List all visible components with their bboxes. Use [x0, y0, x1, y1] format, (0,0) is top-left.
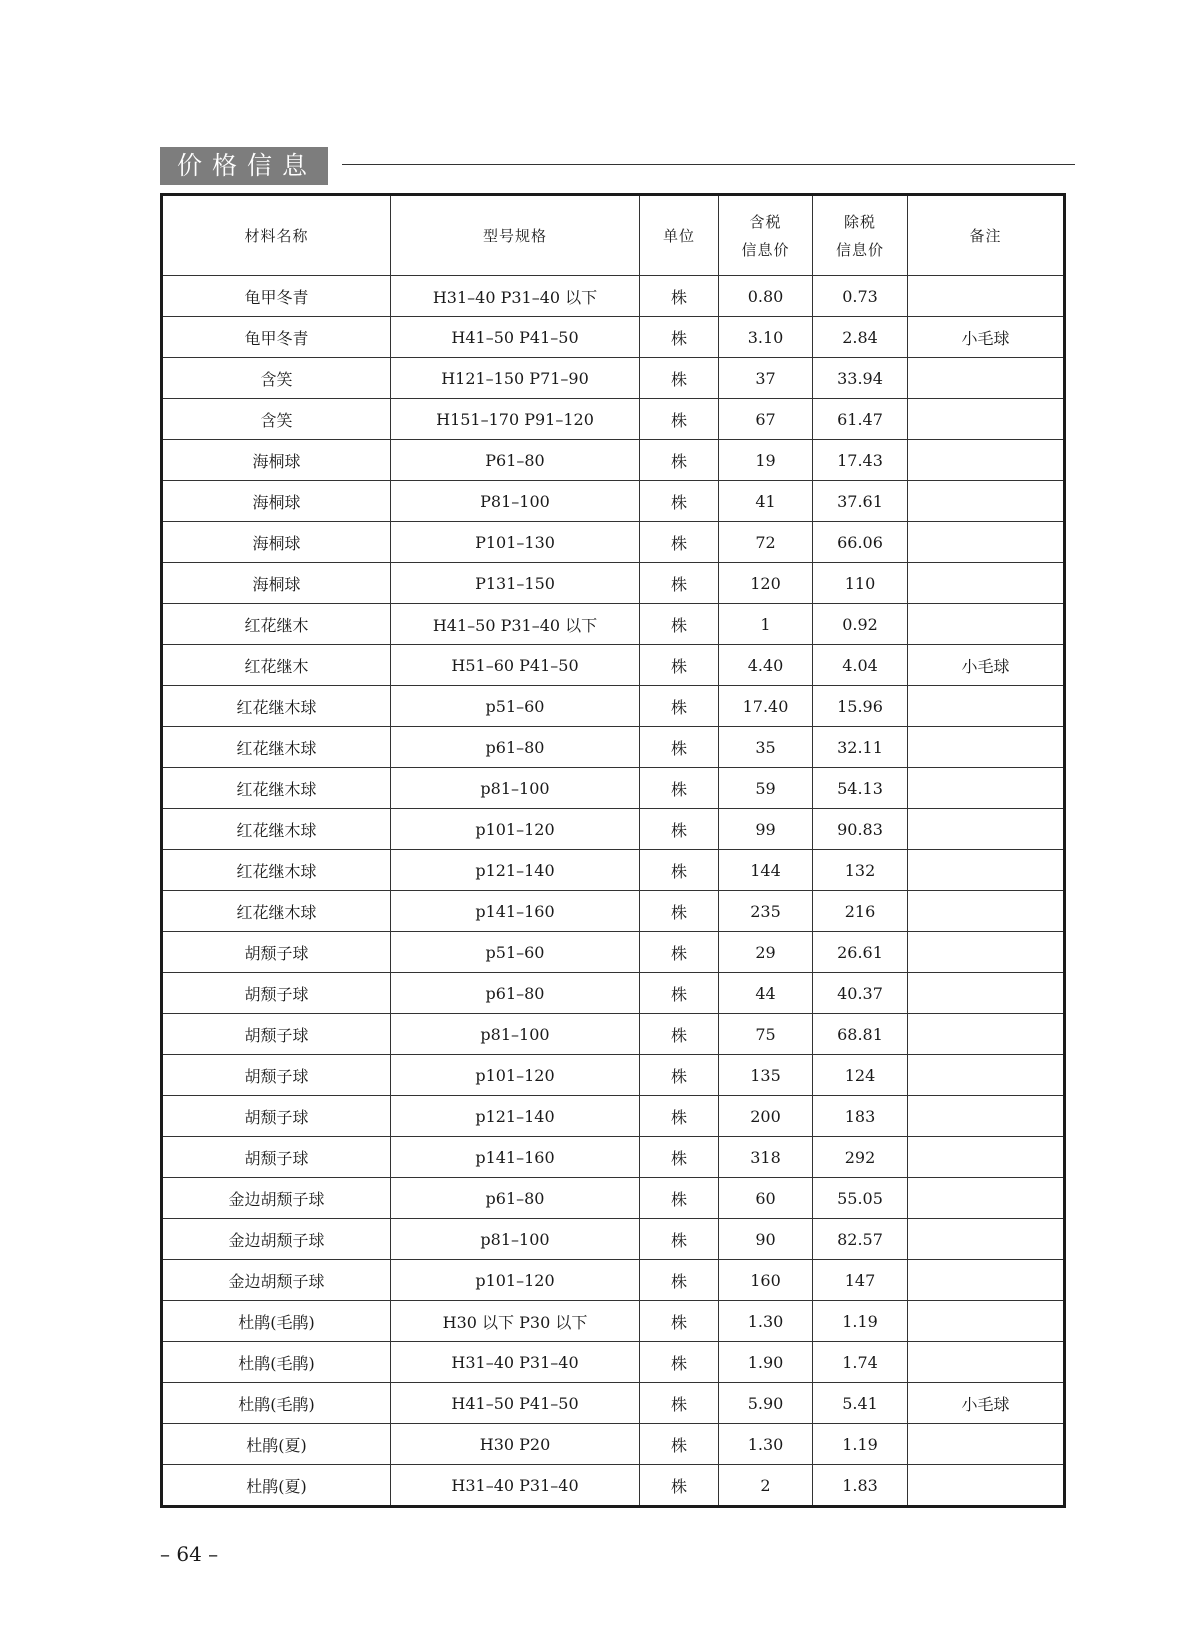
cell-spec: p101–120 [391, 809, 640, 850]
cell-tax-excluded-price: 90.83 [813, 809, 908, 850]
cell-spec: p81–100 [391, 1219, 640, 1260]
cell-spec: p61–80 [391, 727, 640, 768]
cell-material-name: 海桐球 [162, 522, 391, 563]
cell-unit: 株 [640, 317, 719, 358]
cell-spec: H31–40 P31–40 [391, 1342, 640, 1383]
cell-tax-excluded-price: 40.37 [813, 973, 908, 1014]
cell-material-name: 金边胡颓子球 [162, 1219, 391, 1260]
cell-remark [908, 1260, 1065, 1301]
cell-material-name: 杜鹃(夏) [162, 1465, 391, 1507]
cell-tax-excluded-price: 4.04 [813, 645, 908, 686]
cell-spec: p81–100 [391, 1014, 640, 1055]
cell-unit: 株 [640, 440, 719, 481]
cell-tax-included-price: 3.10 [719, 317, 813, 358]
cell-tax-included-price: 235 [719, 891, 813, 932]
cell-tax-excluded-price: 2.84 [813, 317, 908, 358]
cell-material-name: 金边胡颓子球 [162, 1178, 391, 1219]
table-row [162, 686, 1065, 727]
table-row [162, 604, 1065, 645]
cell-tax-excluded-price: 0.73 [813, 276, 908, 317]
cell-remark [908, 686, 1065, 727]
cell-unit: 株 [640, 1055, 719, 1096]
cell-remark [908, 1219, 1065, 1260]
cell-remark [908, 1465, 1065, 1507]
header-tax-excluded-price [813, 195, 908, 276]
cell-tax-excluded-price: 132 [813, 850, 908, 891]
cell-spec: H151–170 P91–120 [391, 399, 640, 440]
cell-material-name: 红花继木球 [162, 809, 391, 850]
cell-tax-included-price: 4.40 [719, 645, 813, 686]
cell-tax-included-price: 1.90 [719, 1342, 813, 1383]
cell-remark [908, 1014, 1065, 1055]
header-tax-included-line1: 含税 [749, 212, 782, 231]
cell-remark [908, 276, 1065, 317]
cell-tax-included-price: 67 [719, 399, 813, 440]
cell-remark [908, 768, 1065, 809]
table-row [162, 276, 1065, 317]
cell-spec: P61–80 [391, 440, 640, 481]
cell-tax-included-price: 135 [719, 1055, 813, 1096]
cell-material-name: 龟甲冬青 [162, 276, 391, 317]
cell-unit: 株 [640, 358, 719, 399]
cell-remark: 小毛球 [908, 1383, 1065, 1424]
cell-remark [908, 399, 1065, 440]
cell-spec: p141–160 [391, 1137, 640, 1178]
cell-material-name: 红花继木球 [162, 686, 391, 727]
table-row [162, 481, 1065, 522]
cell-material-name: 杜鹃(毛鹃) [162, 1342, 391, 1383]
cell-tax-excluded-price: 1.83 [813, 1465, 908, 1507]
cell-tax-excluded-price: 5.41 [813, 1383, 908, 1424]
cell-spec: p81–100 [391, 768, 640, 809]
cell-remark [908, 481, 1065, 522]
cell-spec: p61–80 [391, 1178, 640, 1219]
header-tax-excluded-line1: 除税 [843, 212, 876, 231]
cell-tax-included-price: 1.30 [719, 1301, 813, 1342]
cell-tax-included-price: 2 [719, 1465, 813, 1507]
cell-tax-included-price: 37 [719, 358, 813, 399]
cell-tax-included-price: 41 [719, 481, 813, 522]
cell-tax-included-price: 1 [719, 604, 813, 645]
cell-unit: 株 [640, 891, 719, 932]
cell-remark [908, 1137, 1065, 1178]
cell-tax-included-price: 160 [719, 1260, 813, 1301]
section-divider [342, 164, 1075, 165]
cell-tax-included-price: 17.40 [719, 686, 813, 727]
table-row [162, 1219, 1065, 1260]
cell-material-name: 含笑 [162, 358, 391, 399]
cell-material-name: 胡颓子球 [162, 973, 391, 1014]
cell-spec: p101–120 [391, 1055, 640, 1096]
cell-unit: 株 [640, 481, 719, 522]
cell-unit: 株 [640, 1342, 719, 1383]
cell-unit: 株 [640, 1096, 719, 1137]
table-row [162, 1424, 1065, 1465]
table-row [162, 1178, 1065, 1219]
cell-spec: H121–150 P71–90 [391, 358, 640, 399]
cell-tax-excluded-price: 216 [813, 891, 908, 932]
cell-spec: H31–40 P31–40 以下 [391, 276, 640, 317]
cell-tax-excluded-price: 0.92 [813, 604, 908, 645]
cell-tax-included-price: 29 [719, 932, 813, 973]
cell-material-name: 胡颓子球 [162, 1014, 391, 1055]
cell-remark [908, 440, 1065, 481]
section-title: 价格信息 [160, 147, 328, 185]
cell-remark [908, 973, 1065, 1014]
table-row [162, 1260, 1065, 1301]
cell-material-name: 红花继木球 [162, 891, 391, 932]
cell-tax-excluded-price: 68.81 [813, 1014, 908, 1055]
table-row [162, 973, 1065, 1014]
cell-tax-excluded-price: 1.74 [813, 1342, 908, 1383]
cell-unit: 株 [640, 727, 719, 768]
cell-tax-excluded-price: 26.61 [813, 932, 908, 973]
table-row [162, 1096, 1065, 1137]
cell-material-name: 龟甲冬青 [162, 317, 391, 358]
table-row [162, 563, 1065, 604]
table-row [162, 440, 1065, 481]
cell-tax-included-price: 120 [719, 563, 813, 604]
cell-tax-excluded-price: 37.61 [813, 481, 908, 522]
cell-material-name: 红花继木 [162, 604, 391, 645]
cell-remark [908, 891, 1065, 932]
cell-material-name: 胡颓子球 [162, 1137, 391, 1178]
table-row [162, 645, 1065, 686]
cell-tax-excluded-price: 55.05 [813, 1178, 908, 1219]
table-row [162, 1342, 1065, 1383]
cell-remark [908, 358, 1065, 399]
cell-tax-excluded-price: 1.19 [813, 1424, 908, 1465]
cell-tax-excluded-price: 32.11 [813, 727, 908, 768]
cell-tax-included-price: 35 [719, 727, 813, 768]
table-row [162, 522, 1065, 563]
cell-tax-included-price: 44 [719, 973, 813, 1014]
table-row [162, 768, 1065, 809]
table-body [162, 276, 1065, 1507]
section-header [160, 147, 1075, 185]
table-row [162, 891, 1065, 932]
cell-remark [908, 1342, 1065, 1383]
cell-unit: 株 [640, 563, 719, 604]
table-row [162, 1383, 1065, 1424]
cell-material-name: 杜鹃(毛鹃) [162, 1383, 391, 1424]
cell-unit: 株 [640, 645, 719, 686]
cell-remark: 小毛球 [908, 645, 1065, 686]
cell-spec: p101–120 [391, 1260, 640, 1301]
cell-tax-excluded-price: 33.94 [813, 358, 908, 399]
cell-tax-excluded-price: 66.06 [813, 522, 908, 563]
cell-tax-excluded-price: 15.96 [813, 686, 908, 727]
cell-spec: H41–50 P31–40 以下 [391, 604, 640, 645]
cell-unit: 株 [640, 1301, 719, 1342]
header-remark: 备注 [908, 195, 1065, 276]
cell-tax-excluded-price: 124 [813, 1055, 908, 1096]
cell-spec: P101–130 [391, 522, 640, 563]
cell-tax-included-price: 5.90 [719, 1383, 813, 1424]
cell-tax-included-price: 75 [719, 1014, 813, 1055]
page-number: – 64 – [160, 1542, 219, 1566]
cell-spec: H30 以下 P30 以下 [391, 1301, 640, 1342]
cell-material-name: 红花继木球 [162, 768, 391, 809]
cell-material-name: 红花继木球 [162, 727, 391, 768]
cell-material-name: 金边胡颓子球 [162, 1260, 391, 1301]
cell-material-name: 含笑 [162, 399, 391, 440]
cell-remark [908, 809, 1065, 850]
table-row [162, 727, 1065, 768]
header-tax-included-price [719, 195, 813, 276]
cell-remark [908, 1055, 1065, 1096]
table-row [162, 1055, 1065, 1096]
header-tax-included-line2: 信息价 [741, 240, 790, 259]
cell-spec: P81–100 [391, 481, 640, 522]
cell-remark [908, 850, 1065, 891]
cell-unit: 株 [640, 1219, 719, 1260]
cell-spec: p61–80 [391, 973, 640, 1014]
cell-spec: H31–40 P31–40 [391, 1465, 640, 1507]
cell-unit: 株 [640, 973, 719, 1014]
cell-unit: 株 [640, 686, 719, 727]
cell-remark [908, 727, 1065, 768]
cell-tax-excluded-price: 54.13 [813, 768, 908, 809]
cell-tax-included-price: 60 [719, 1178, 813, 1219]
cell-remark: 小毛球 [908, 317, 1065, 358]
table-row [162, 809, 1065, 850]
table-row [162, 1301, 1065, 1342]
cell-tax-excluded-price: 17.43 [813, 440, 908, 481]
header-tax-excluded-line2: 信息价 [835, 240, 884, 259]
cell-spec: H30 P20 [391, 1424, 640, 1465]
cell-tax-included-price: 144 [719, 850, 813, 891]
cell-spec: H51–60 P41–50 [391, 645, 640, 686]
cell-remark [908, 604, 1065, 645]
cell-remark [908, 1096, 1065, 1137]
cell-tax-included-price: 59 [719, 768, 813, 809]
cell-tax-excluded-price: 110 [813, 563, 908, 604]
cell-remark [908, 522, 1065, 563]
cell-unit: 株 [640, 1260, 719, 1301]
price-table [160, 193, 1066, 1508]
cell-spec: p121–140 [391, 850, 640, 891]
cell-unit: 株 [640, 932, 719, 973]
table-header-row [162, 195, 1065, 276]
cell-unit: 株 [640, 399, 719, 440]
cell-tax-excluded-price: 61.47 [813, 399, 908, 440]
cell-spec: P131–150 [391, 563, 640, 604]
cell-unit: 株 [640, 1178, 719, 1219]
cell-material-name: 胡颓子球 [162, 932, 391, 973]
cell-tax-excluded-price: 147 [813, 1260, 908, 1301]
cell-tax-excluded-price: 292 [813, 1137, 908, 1178]
cell-unit: 株 [640, 276, 719, 317]
cell-unit: 株 [640, 1465, 719, 1507]
table-row [162, 932, 1065, 973]
header-spec: 型号规格 [391, 195, 640, 276]
cell-unit: 株 [640, 1014, 719, 1055]
table-row [162, 317, 1065, 358]
cell-unit: 株 [640, 522, 719, 563]
cell-remark [908, 1178, 1065, 1219]
cell-tax-included-price: 72 [719, 522, 813, 563]
cell-spec: p51–60 [391, 932, 640, 973]
cell-material-name: 胡颓子球 [162, 1055, 391, 1096]
cell-unit: 株 [640, 768, 719, 809]
cell-remark [908, 1424, 1065, 1465]
cell-tax-excluded-price: 183 [813, 1096, 908, 1137]
cell-tax-included-price: 0.80 [719, 276, 813, 317]
cell-unit: 株 [640, 1137, 719, 1178]
cell-tax-excluded-price: 1.19 [813, 1301, 908, 1342]
cell-remark [908, 563, 1065, 604]
table-row [162, 399, 1065, 440]
cell-material-name: 红花继木 [162, 645, 391, 686]
cell-material-name: 杜鹃(夏) [162, 1424, 391, 1465]
cell-remark [908, 932, 1065, 973]
cell-material-name: 胡颓子球 [162, 1096, 391, 1137]
cell-spec: H41–50 P41–50 [391, 317, 640, 358]
cell-spec: p121–140 [391, 1096, 640, 1137]
table-row [162, 1014, 1065, 1055]
cell-material-name: 杜鹃(毛鹃) [162, 1301, 391, 1342]
cell-tax-excluded-price: 82.57 [813, 1219, 908, 1260]
cell-tax-included-price: 1.30 [719, 1424, 813, 1465]
cell-material-name: 红花继木球 [162, 850, 391, 891]
cell-tax-included-price: 318 [719, 1137, 813, 1178]
cell-spec: p141–160 [391, 891, 640, 932]
cell-unit: 株 [640, 1383, 719, 1424]
cell-spec: H41–50 P41–50 [391, 1383, 640, 1424]
cell-tax-included-price: 99 [719, 809, 813, 850]
header-material-name: 材料名称 [162, 195, 391, 276]
cell-unit: 株 [640, 1424, 719, 1465]
cell-spec: p51–60 [391, 686, 640, 727]
table-row [162, 1137, 1065, 1178]
cell-tax-included-price: 19 [719, 440, 813, 481]
cell-unit: 株 [640, 850, 719, 891]
cell-tax-included-price: 90 [719, 1219, 813, 1260]
cell-material-name: 海桐球 [162, 440, 391, 481]
cell-material-name: 海桐球 [162, 481, 391, 522]
table-row [162, 850, 1065, 891]
table-row [162, 358, 1065, 399]
cell-tax-included-price: 200 [719, 1096, 813, 1137]
table-row [162, 1465, 1065, 1507]
cell-unit: 株 [640, 604, 719, 645]
cell-remark [908, 1301, 1065, 1342]
cell-unit: 株 [640, 809, 719, 850]
header-unit: 单位 [640, 195, 719, 276]
cell-material-name: 海桐球 [162, 563, 391, 604]
